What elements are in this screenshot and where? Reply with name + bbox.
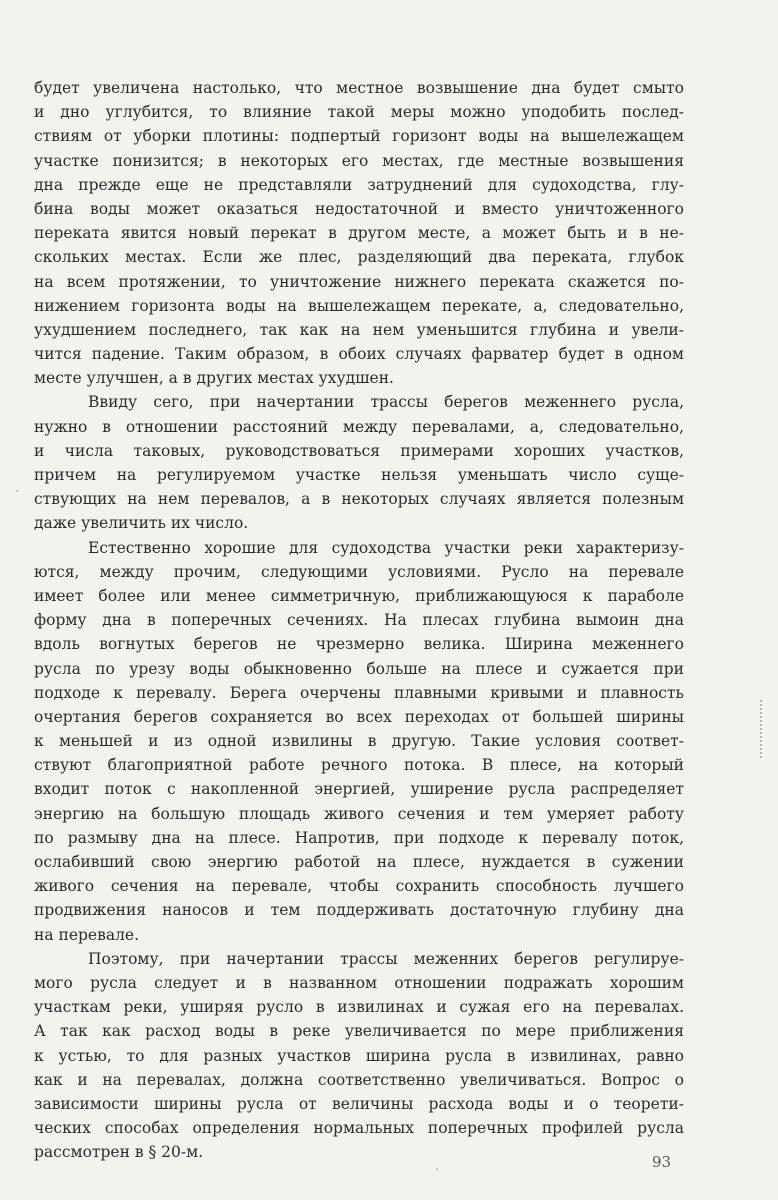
text-line: по размыву дна на плесе. Напротив, при подходе к перевалу поток, <box>34 828 684 847</box>
text-line: зависимости ширины русла от величины расхода воды и о теорети- <box>34 1094 684 1113</box>
ink-speck <box>436 1168 438 1170</box>
text-line: и дно углубится, то влияние такой меры можно уподобить послед- <box>34 103 684 122</box>
text-line: Ввиду сего, при начертании трассы берегов меженнего русла, <box>88 393 684 412</box>
text-line: ствующих на нем перевалов, а в некоторых случаях является полезным <box>34 490 684 509</box>
text-line: живого сечения на перевале, чтобы сохранить способность лучшего <box>34 877 684 896</box>
ink-speck <box>16 490 18 492</box>
text-line: нижением горизонта воды на вышележащем перекате, а, следовательно, <box>34 296 684 315</box>
text-line: вдоль вогнутых берегов не чрезмерно велика. Ширина меженнего <box>34 635 684 654</box>
text-line: ствуют благоприятной работе речного потока. В плесе, на который <box>34 756 684 775</box>
text-line: ослабивший свою энергию работой на плесе, нуждается в сужении <box>34 853 684 871</box>
text-line: ются, между прочим, следующими условиями. Русло на перевале <box>34 562 684 581</box>
text-line: продвижения наносов и тем поддерживать достаточную глубину дна <box>34 901 684 920</box>
text-line: А так как расход воды в реке увеличивается по мере приближения <box>34 1022 684 1041</box>
text-line: рассмотрен в § 20-м. <box>34 1143 204 1162</box>
text-line: нужно в отношении расстояний между перевалами, а, следовательно, <box>34 417 684 436</box>
paragraph <box>34 76 684 390</box>
text-line: скольких местах. Если же плес, разделяющий два переката, глубок <box>34 248 684 267</box>
text-line: на всем протяжении, то уничтожение нижнего переката скажется по- <box>34 272 684 291</box>
paragraph <box>34 947 684 1165</box>
text-line: будет увеличена настолько, что местное возвышение дна будет смыто <box>34 79 684 97</box>
text-line: чится падение. Таким образом, в обоих случаях фарватер будет в одном <box>34 345 684 364</box>
text-line: и числа таковых, руководствоваться примерами хороших участков, <box>34 441 684 460</box>
text-line: переката явится новый перекат в другом месте, а может быть и в не- <box>34 224 684 243</box>
body-text <box>34 76 684 1164</box>
paragraph <box>34 390 684 535</box>
text-line: дна прежде еще не представляли затруднений для судоходства, глу- <box>34 175 684 194</box>
text-line: Поэтому, при начертании трассы меженних берегов регулируе- <box>88 949 684 968</box>
paragraph <box>34 536 684 947</box>
text-line: бина воды может оказаться недостаточной и вместо уничтоженного <box>34 199 684 218</box>
text-line: причем на регулируемом участке нельзя уменьшать число суще- <box>34 466 684 484</box>
text-line: участкам реки, уширяя русло в извилинах и сужая его на перевалах. <box>34 998 684 1017</box>
text-line: ствиям от уборки плотины: подпертый горизонт воды на вышележащем <box>34 127 684 146</box>
text-line: ческих способах определения нормальных поперечных профилей русла <box>34 1119 684 1138</box>
text-line: очертания берегов сохраняется во всех переходах от большей ширины <box>34 707 684 726</box>
text-line: как и на перевалах, должна соответственно увеличиваться. Вопрос о <box>34 1070 684 1089</box>
text-line: месте улучшен, а в других местах ухудшен. <box>34 369 394 388</box>
text-line: форму дна в поперечных сечениях. На плесах глубина вымоин дна <box>34 611 684 630</box>
text-line: участке понизится; в некоторых его местах, где местные возвышения <box>34 151 684 170</box>
text-line: ухудшением последнего, так как на нем уменьшится глубина и увели- <box>34 320 684 339</box>
text-line: имеет более или менее симметричную, приближающуюся к параболе <box>34 586 684 605</box>
text-line: русла по урезу воды обыкновенно больше на плесе и сужается при <box>34 659 684 678</box>
text-line: на перевале. <box>34 925 140 944</box>
text-line: к меньшей и из одной извилины в другую. Такие условия соответ- <box>34 732 684 751</box>
margin-mark <box>760 700 763 758</box>
text-line: к устью, то для разных участков ширина русла в извилинах, равно <box>34 1046 684 1065</box>
text-line: энергию на большую площадь живого сечения и тем умеряет работу <box>34 804 684 823</box>
text-line: входит поток с накопленной энергией, уширение русла распределяет <box>34 780 684 799</box>
text-line: даже увеличить их число. <box>34 514 249 533</box>
text-line: Естественно хорошие для судоходства участки реки характеризу- <box>88 538 684 557</box>
page-number: 93 <box>652 1153 672 1171</box>
text-line: мого русла следует и в названном отношении подражать хорошим <box>34 973 684 992</box>
text-line: подходе к перевалу. Берега очерчены плавными кривыми и плавность <box>34 683 684 702</box>
